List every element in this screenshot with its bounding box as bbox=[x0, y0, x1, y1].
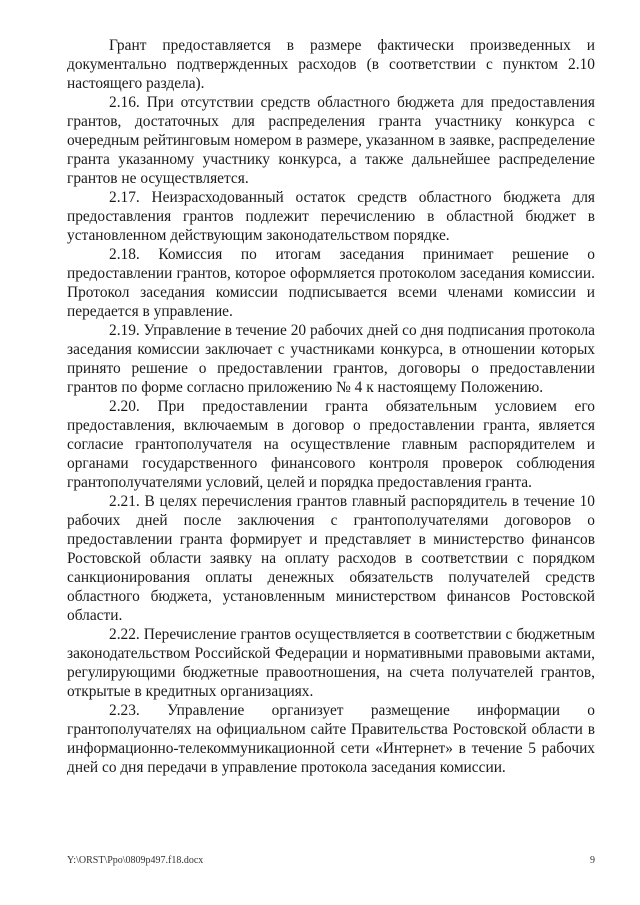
paragraph-2-17: 2.17. Неизрасходованный остаток средств областного бюджета для предоставления грантов подлежит перечислению в областной бюджет в установленном действующим законодательством порядке. bbox=[67, 189, 595, 244]
paragraph-2-20: 2.20. При предоставлении гранта обязательным условием его предоставления, включаемым в договор о предоставлении гранта, является согласие грантополучателя на осуществление главным распорядителем и органами государственного финансового контроля проверок соблюдения грантополучателями условий, целей и порядка предоставления гранта. bbox=[67, 398, 595, 491]
page-number: 9 bbox=[590, 855, 595, 866]
paragraph-2-19: 2.19. Управление в течение 20 рабочих дней со дня подписания протокола заседания комиссии заключает с участниками конкурса, в отношении которых принято решение о предоставлении грантов, договоры о предоставлении грантов по форме согласно приложению № 4 к настоящему Положению. bbox=[67, 322, 595, 396]
footer-file-path: Y:\ORST\Ppo\0809p497.f18.docx bbox=[67, 855, 204, 866]
document-body bbox=[67, 36, 595, 777]
paragraph-2-23: 2.23. Управление организует размещение информации о грантополучателях на официальном сайте Правительства Ростовской области в информационно-телекоммуникационной сети «Интернет» в течение 5 рабочих дней со дня передачи в управление протокола заседания комиссии. bbox=[67, 702, 595, 776]
paragraph-2-16: 2.16. При отсутствии средств областного бюджета для предоставления грантов, достаточных для распределения гранта участнику конкурса с очередным рейтинговым номером в размере, указанном в заявке, распределение гранта указанному участнику конкурса, а также дальнейшее распределение грантов не осуществляется. bbox=[67, 94, 595, 187]
paragraph-2-21: 2.21. В целях перечисления грантов главный распорядитель в течение 10 рабочих дней после заключения с грантополучателями договоров о предоставлении гранта формирует и представляет в министерство финансов Ростовской области заявку на оплату расходов в соответствии с порядком санкционирования оплаты денежных обязательств получателей средств областного бюджета, установленным министерством финансов Ростовской области. bbox=[67, 493, 595, 624]
paragraph-grant-amount: Грант предоставляется в размере фактически произведенных и документально подтвержденных расходов (в соответствии с пунктом 2.10 настоящего раздела). bbox=[67, 37, 595, 92]
paragraph-2-18: 2.18. Комиссия по итогам заседания принимает решение о предоставлении грантов, которое оформляется протоколом заседания комиссии. Протокол заседания комиссии подписывается всеми членами комиссии и передается в управление. bbox=[67, 246, 595, 320]
paragraph-2-22: 2.22. Перечисление грантов осуществляется в соответствии с бюджетным законодательством Российской Федерации и нормативными правовыми актами, регулирующими бюджетные правоотношения, на счета получателей грантов, открытые в кредитных организациях. bbox=[67, 626, 595, 700]
